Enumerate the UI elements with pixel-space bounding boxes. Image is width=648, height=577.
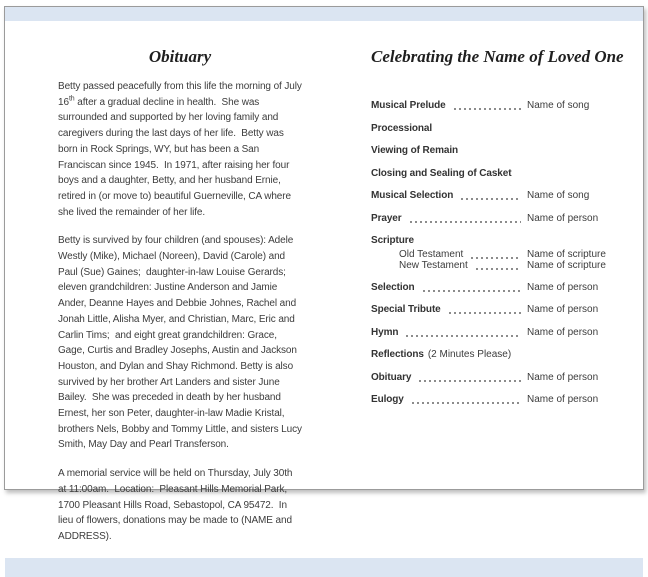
program-item-note: (2 Minutes Please) xyxy=(427,349,512,360)
obituary-paragraph-1 xyxy=(58,79,305,220)
ordinal-superscript: th xyxy=(68,95,75,103)
dotted-leader xyxy=(423,290,521,292)
program-item-label: Hymn xyxy=(371,326,399,338)
dotted-leader xyxy=(410,221,521,223)
program-row-special-tribute xyxy=(371,303,615,316)
program-row-musical-prelude xyxy=(371,99,615,112)
program-item-value: Name of person xyxy=(527,212,599,224)
obituary-paragraph-3: A memorial service will be held on Thursday, July 30th at 11:00am. Location: Pleasant Hills Memorial Park, 1700 Pleasant Hills Road, Sebastopol, CA 95472. In lieu of flowers, donations may be made to (NAME and ADDRESS). xyxy=(58,468,296,542)
obituary-paragraph-1-continued: after a gradual decline in health. She was surrounded and supported by her loving family and caregivers during the last days of her life. Betty was born in Rock Springs, WY, but has been a San Franciscan since 1945. In 1971, after raising her four boys and a daughter, Betty, and her husband Ernie, retired in (or move to) beautiful Guerneville, CA where she lived the remainder of her life. xyxy=(58,96,294,218)
bottom-accent-bar xyxy=(5,558,643,577)
program-subitem-value: Name of scripture xyxy=(527,260,606,271)
program-row-scripture xyxy=(371,234,615,271)
program-row-eulogy xyxy=(371,393,615,406)
dotted-leader xyxy=(419,380,521,382)
program-subrow-new-testament xyxy=(399,260,615,271)
dotted-leader xyxy=(461,198,521,200)
program-item-value: Name of person xyxy=(527,304,599,315)
program-item-label: Scripture xyxy=(371,235,415,246)
obituary-page xyxy=(5,21,324,558)
program-row-hymn xyxy=(371,326,615,339)
obituary-title: Obituary xyxy=(148,47,212,66)
program-item-label: Musical Prelude xyxy=(371,100,446,111)
program-item-label: Selection xyxy=(371,281,415,293)
program-row-closing-casket xyxy=(371,167,615,180)
dotted-leader xyxy=(454,108,521,110)
program-list xyxy=(371,99,615,406)
program-subitem-label: New Testament xyxy=(399,260,468,271)
program-row-processional xyxy=(371,122,615,135)
program-item-value: Name of song xyxy=(527,100,590,111)
program-item-value: Name of person xyxy=(527,371,599,383)
program-item-value: Name of song xyxy=(527,190,590,201)
program-subitem-value: Name of scripture xyxy=(527,249,606,260)
program-item-value: Name of person xyxy=(527,326,599,338)
program-item-label: Prayer xyxy=(371,212,402,224)
dotted-leader xyxy=(406,335,521,337)
program-row-musical-selection xyxy=(371,189,615,202)
dotted-leader xyxy=(476,268,521,270)
dotted-leader xyxy=(412,402,521,404)
program-item-label: Reflections xyxy=(371,349,424,360)
program-item-value: Name of person xyxy=(527,281,599,293)
program-subrow-old-testament xyxy=(399,249,615,260)
program-row-viewing-of-remain xyxy=(371,144,615,157)
order-of-service-page xyxy=(324,21,643,558)
program-item-label: Closing and Sealing of Casket xyxy=(371,167,512,179)
top-accent-bar xyxy=(5,7,643,21)
program-item-label: Musical Selection xyxy=(371,190,454,201)
program-item-label: Obituary xyxy=(371,371,412,383)
obituary-paragraph-2: Betty is survived by four children (and spouses): Adele Westly (Mike), Michael (Noreen), David (Carole) and Paul (Sue) Gaines; daughter-in-law Louise Gerards; eleven grandchildren: Justine Anderson and Jamie Ander, Deanne Hayes and Debbie Johnes, Rachel and Jonah Little, Alisha Myer, and Christian, Marc, Eric and Carlin Tims; and eight great grandchildren: Grace, Gage, Curtis and Bradley Josephs, Austin and Jackson Houston, and Dylan and Shay Richmond. Betty is also survived by her brother Art Landers and sister June Bailey. She was preceded in death by her husband Ernest, her son Peter, daughter-in-law Madie Kristal, brothers Nels, Bobby and Tommy Little, and sisters Lucy Smith, May Day and Pearl Transferson. xyxy=(58,235,305,451)
dotted-leader xyxy=(449,312,521,314)
program-subitem-label: Old Testament xyxy=(399,249,464,260)
program-item-label: Processional xyxy=(371,122,433,134)
obituary-paragraph-1-text: Betty passed peacefully from this life the morning of July 16 xyxy=(58,81,305,108)
program-item-label: Viewing of Remain xyxy=(371,145,459,156)
service-title: Celebrating the Name of Loved One xyxy=(371,47,624,66)
program-item-label: Eulogy xyxy=(371,394,404,405)
program-row-obituary xyxy=(371,371,615,384)
program-row-selection xyxy=(371,281,615,294)
program-row-prayer xyxy=(371,212,615,225)
program-row-reflections xyxy=(371,348,615,361)
program-item-label: Special Tribute xyxy=(371,304,441,315)
program-item-value: Name of person xyxy=(527,394,599,405)
funeral-program-sheet xyxy=(4,6,644,542)
dotted-leader xyxy=(471,257,521,259)
sheet-content xyxy=(5,21,643,558)
